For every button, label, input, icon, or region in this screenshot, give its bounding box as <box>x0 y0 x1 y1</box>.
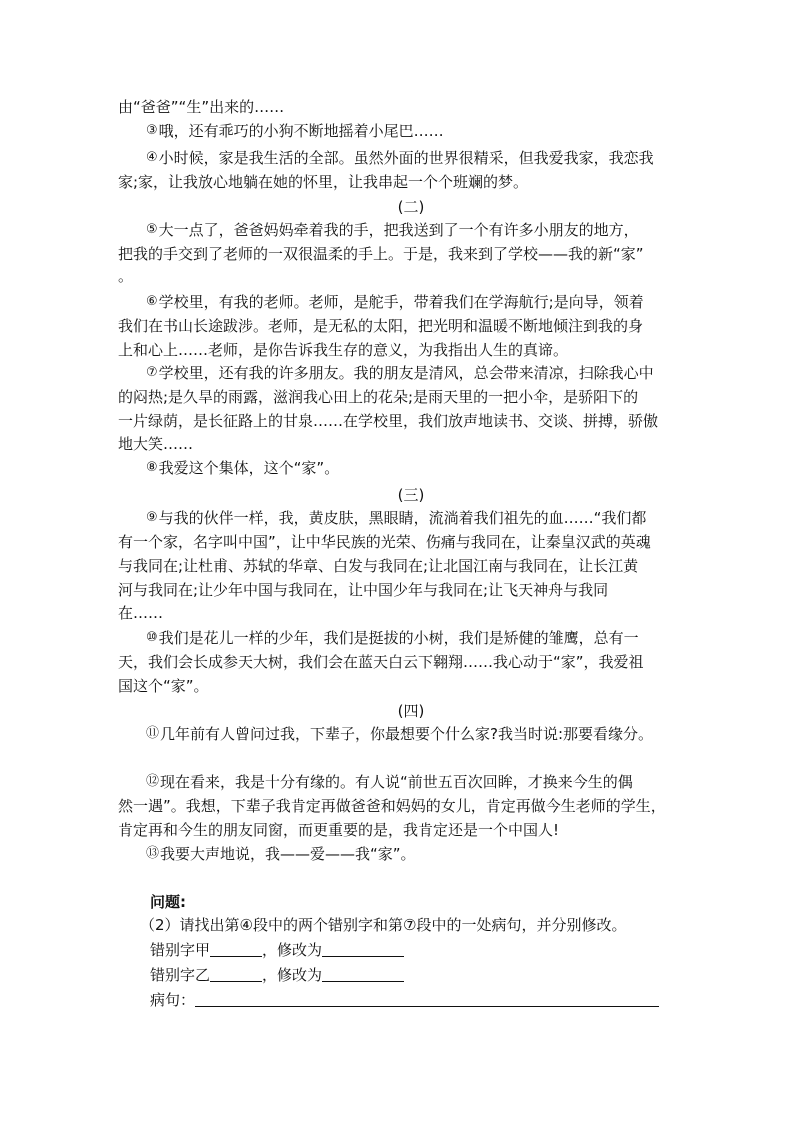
separator: ， <box>262 941 278 959</box>
paragraph-4-line-2: 家;家，让我放心地躺在她的怀里，让我串起一个个班斓的梦。 <box>118 173 529 191</box>
paragraph-5 <box>146 220 639 240</box>
paragraph-text: 哦，还有乖巧的小狗不断地摇着小尾巴…… <box>158 122 444 140</box>
section-heading-2: (二) <box>397 198 425 216</box>
paragraph-11 <box>146 724 653 744</box>
paragraph-3 <box>146 121 444 141</box>
paragraph-10-line-3: 国这个“家”。 <box>118 677 209 695</box>
paragraph-text: 我要大声地说，我——爱——我“家”。 <box>160 845 416 863</box>
paragraph-7 <box>146 363 654 383</box>
answer-label: 错别字乙 <box>150 966 211 984</box>
paragraph-12-line-3: 肯定再和今生的朋友同窗，而更重要的是，我肯定还是一个中国人! <box>118 821 560 839</box>
answer-blank-a-char[interactable] <box>210 942 262 957</box>
paragraph-5-line-3: 。 <box>118 267 134 285</box>
question-title: 问题: <box>150 893 186 911</box>
paragraph-12 <box>146 772 633 792</box>
paragraph-13 <box>146 844 416 864</box>
paragraph-10-line-2: 天，我们会长成参天大树，我们会在蓝天白云下翱翔……我心动于“家”，我爱祖 <box>118 653 644 671</box>
answer-blank-sick[interactable] <box>195 992 659 1007</box>
paragraph-number: ⑪ <box>146 726 160 741</box>
paragraph-5-line-2: 把我的手交到了老师的一双很温柔的手上。于是，我来到了学校——我的新“家” <box>118 245 644 263</box>
paragraph-9 <box>146 508 646 528</box>
paragraph-text: 我们是花儿一样的少年，我们是挺拔的小树，我们是矫健的雏鹰，总有一 <box>158 629 639 647</box>
answer-label: 修改为 <box>277 941 323 959</box>
paragraph-7-line-3: 一片绿荫，是长征路上的甘泉……在学校里，我们放声地读书、交谈、拼搏，骄傲 <box>118 412 659 430</box>
section-heading-4: (四) <box>397 702 425 720</box>
paragraph-12-line-2: 然一遇”。我想，下辈子我肯定再做爸爸和妈妈的女儿，肯定再做今生老师的学生， <box>118 797 666 815</box>
paragraph-text: 学校里，有我的老师。老师，是舵手，带着我们在学海航行;是向导，领着 <box>158 293 644 311</box>
answer-sick-sentence <box>150 990 659 1010</box>
paragraph-6 <box>146 292 644 312</box>
paragraph-number: ⑤ <box>146 222 158 237</box>
paragraph-text: 与我的伙伴一样，我，黄皮肤，黑眼睛，流淌着我们祖先的血……“我们都 <box>158 509 647 527</box>
paragraph-8 <box>146 458 339 478</box>
answer-wrong-char-b <box>150 965 404 985</box>
paragraph-9-line-3: 与我同在;让杜甫、苏轼的华章、白发与我同在;让北国江南与我同在，让长江黄 <box>118 557 639 575</box>
paragraph-number: ③ <box>146 123 158 138</box>
paragraph-number: ⑬ <box>146 846 160 861</box>
paragraph-number: ⑧ <box>146 460 158 475</box>
paragraph-7-line-4: 地大笑…… <box>118 435 194 453</box>
paragraph-number: ④ <box>146 150 158 165</box>
paragraph-text: 大一点了，爸爸妈妈牵着我的手，把我送到了一个有许多小朋友的地方， <box>158 221 639 239</box>
answer-label: 修改为 <box>277 966 323 984</box>
paragraph-text: 小时候，家是我生活的全部。虽然外面的世界很精采，但我爱我家，我恋我 <box>158 149 654 167</box>
paragraph-number: ⑫ <box>146 774 160 789</box>
answer-label: 错别字甲 <box>150 941 211 959</box>
separator: ， <box>262 966 278 984</box>
paragraph-7-line-2: 的闷热;是久旱的雨露，滋润我心田上的花朵;是雨天里的一把小伞，是骄阳下的 <box>118 388 639 406</box>
answer-wrong-char-a <box>150 940 404 960</box>
answer-blank-b-char[interactable] <box>210 967 262 982</box>
paragraph-9-line-4: 河与我同在;让少年中国与我同在，让中国少年与我同在;让飞天神舟与我同 <box>118 581 609 599</box>
section-heading-3: (三) <box>397 486 425 504</box>
paragraph-text: 几年前有人曾问过我，下辈子，你最想要个什么家?我当时说:那要看缘分。 <box>160 725 654 743</box>
paragraph-text: 学校里，还有我的许多朋友。我的朋友是清风，总会带来清凉，扫除我心中 <box>158 364 654 382</box>
answer-blank-a-fix[interactable] <box>322 942 404 957</box>
answer-blank-b-fix[interactable] <box>322 967 404 982</box>
paragraph-number: ⑦ <box>146 365 158 380</box>
question-2: （2）请找出第④段中的两个错别字和第⑦段中的一处病句，并分别修改。 <box>140 916 627 934</box>
paragraph-2-end: 由“爸爸”“生”出来的…… <box>118 98 285 116</box>
paragraph-10 <box>146 628 639 648</box>
paragraph-text: 现在看来，我是十分有缘的。有人说“前世五百次回眸，才换来今生的偶 <box>160 773 633 791</box>
paragraph-6-line-3: 上和心上……老师，是你告诉我生存的意义，为我指出人生的真谛。 <box>118 341 569 359</box>
paragraph-9-line-5: 在…… <box>118 604 164 622</box>
paragraph-6-line-2: 我们在书山长途跋涉。老师，是无私的太阳，把光明和温暖不断地倾注到我的身 <box>118 317 644 335</box>
paragraph-number: ⑩ <box>146 630 158 645</box>
paragraph-4 <box>146 148 654 168</box>
paragraph-number: ⑥ <box>146 294 158 309</box>
paragraph-9-line-2: 有一个家，名字叫中国”，让中华民族的光荣、伤痛与我同在，让秦皇汉武的英魂 <box>118 533 651 551</box>
paragraph-number: ⑨ <box>146 510 158 525</box>
answer-label: 病句： <box>150 991 196 1009</box>
paragraph-text: 我爱这个集体，这个“家”。 <box>158 459 340 477</box>
